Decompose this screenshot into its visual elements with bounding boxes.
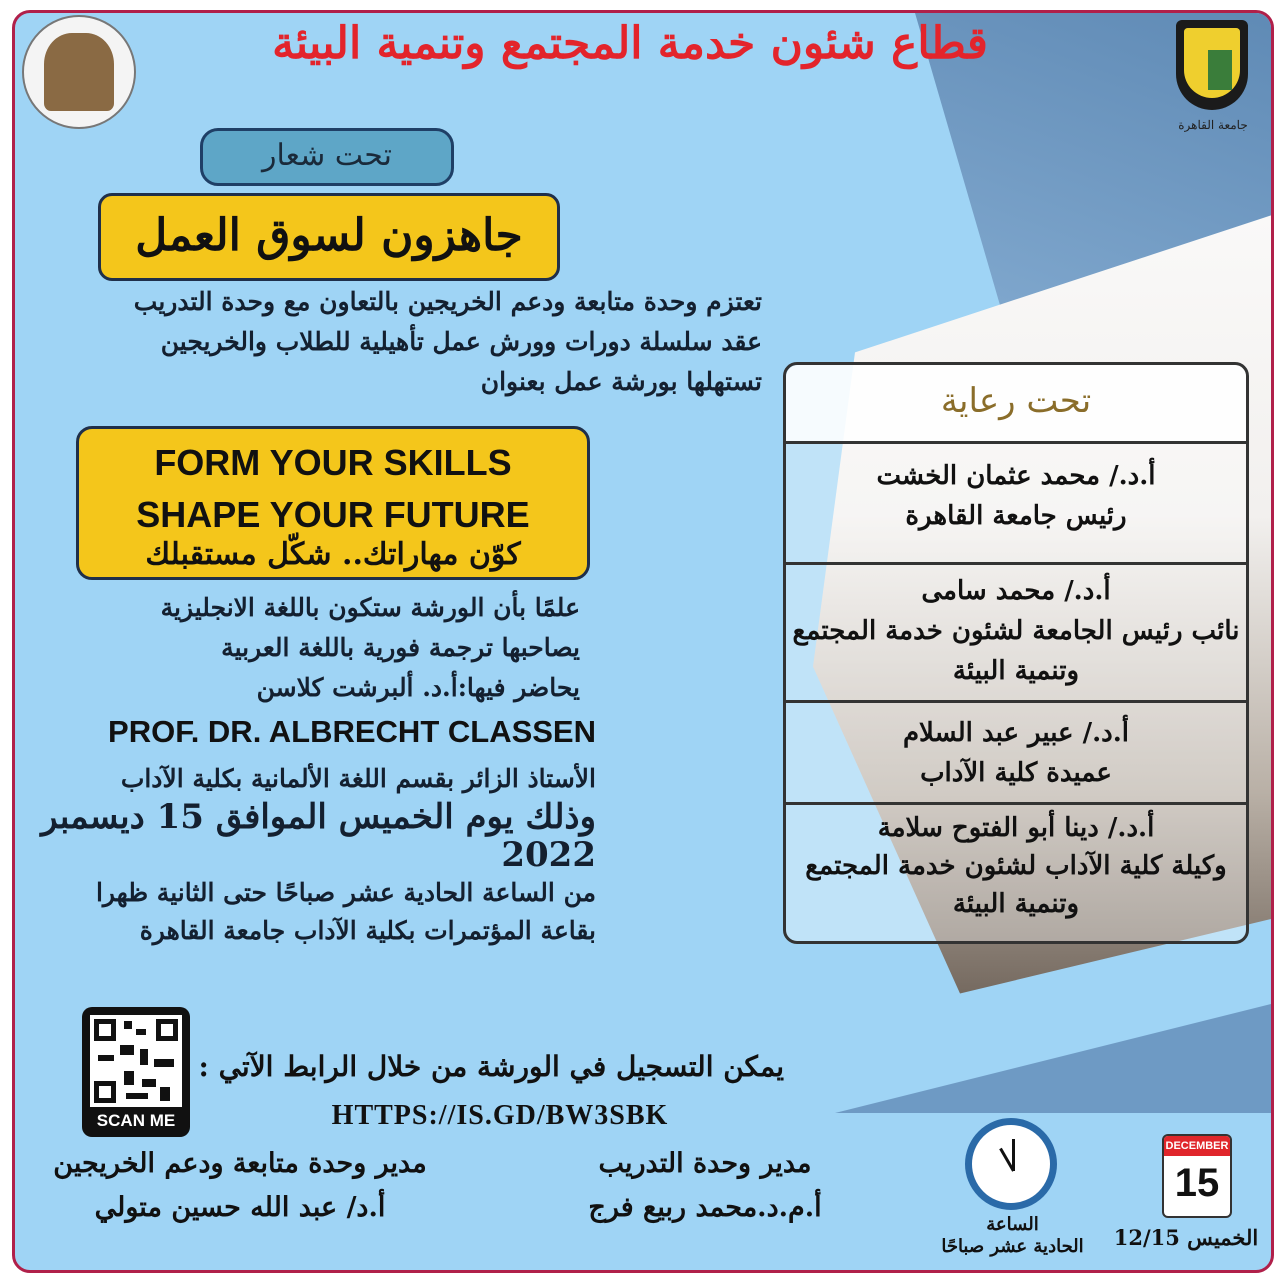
cairo-university-logo: [1170, 14, 1256, 142]
event-info: [20, 760, 596, 950]
sponsor-entry: [786, 700, 1246, 802]
logo-caption: جامعة القاهرة: [1178, 118, 1248, 132]
sponsor-entry: [786, 562, 1246, 700]
event-date: وذلك يوم الخميس الموافق 15 ديسمبر 2022: [41, 797, 596, 875]
signature-title: مدير وحدة التدريب: [598, 1148, 812, 1179]
intro-paragraph: [30, 282, 762, 402]
sponsor-role: رئيس جامعة القاهرة: [905, 501, 1127, 531]
sponsor-name: أ.د./ محمد عثمان الخشت: [876, 461, 1156, 491]
sponsor-name: أ.د./ عبير عبد السلام: [902, 718, 1130, 748]
intro-line: تعتزم وحدة متابعة ودعم الخريجين بالتعاون مع وحدة التدريب: [133, 287, 762, 316]
signature-name: أ.د/ عبد الله حسين متولي: [94, 1192, 386, 1223]
sponsor-role: عميدة كلية الآداب: [920, 758, 1112, 788]
faculty-seal-logo: [22, 15, 136, 129]
signature-title: مدير وحدة متابعة ودعم الخريجين: [53, 1148, 427, 1179]
slogan-label: تحت شعار: [200, 128, 454, 186]
details-paragraph: [20, 588, 580, 708]
calendar-day: 15: [1174, 1161, 1220, 1205]
signature-graduates-unit: [30, 1142, 450, 1230]
event-time: من الساعة الحادية عشر صباحًا حتى الثانية ظهرا: [95, 878, 596, 907]
sponsor-name: أ.د./ دينا أبو الفتوح سلامة: [877, 813, 1155, 843]
signature-name: أ.م.د.محمد ربيع فرج: [588, 1192, 822, 1223]
speaker-name-en: PROF. DR. ALBRECHT CLASSEN: [108, 714, 596, 749]
sponsorship-box: [783, 362, 1249, 944]
sponsor-role: نائب رئيس الجامعة لشئون خدمة المجتمع وتنمية البيئة: [792, 616, 1240, 686]
registration-text: يمكن التسجيل في الورشة من خلال الرابط الآتي :: [198, 1050, 784, 1083]
details-line: علمًا بأن الورشة ستكون باللغة الانجليزية: [160, 593, 580, 622]
workshop-title-ar: كوّن مهاراتك.. شكّل مستقبلك: [145, 537, 521, 572]
calendar-icon: [1162, 1134, 1232, 1218]
sponsorship-heading: تحت رعاية: [786, 365, 1246, 444]
calendar-month: DECEMBER: [1164, 1136, 1230, 1156]
intro-line: عقد سلسلة دورات وورش عمل تأهيلية للطلاب والخريجين: [160, 327, 762, 356]
sponsor-name: أ.د./ محمد سامى: [921, 576, 1111, 606]
clock-icon: [965, 1118, 1057, 1210]
workshop-title-box: [76, 426, 590, 580]
workshop-title-en-1: FORM YOUR SKILLS: [154, 442, 512, 483]
calendar-caption: الخميس 12/15: [1113, 1225, 1259, 1250]
clock-label: الساعة: [986, 1214, 1039, 1235]
qr-code[interactable]: [82, 1007, 190, 1137]
sponsor-entry: [786, 444, 1246, 562]
workshop-title-en-2: SHAPE YOUR FUTURE: [136, 494, 530, 535]
intro-line: تستهلها بورشة عمل بعنوان: [480, 367, 762, 396]
event-place: بقاعة المؤتمرات بكلية الآداب جامعة القاهرة: [139, 916, 596, 945]
qr-label: SCAN ME: [96, 1111, 176, 1130]
clock-time: الحادية عشر صباحًا: [941, 1236, 1084, 1257]
details-line: يحاضر فيها:أ.د. ألبرشت كلاسن: [256, 673, 580, 702]
background-blue-band: [835, 1003, 1274, 1113]
speaker-title: الأستاذ الزائر بقسم اللغة الألمانية بكلية الآداب: [120, 764, 596, 793]
signature-training-unit: [540, 1142, 870, 1230]
sponsor-entry: [786, 802, 1246, 938]
registration-link[interactable]: HTTPS://IS.GD/BW3SBK: [331, 1100, 669, 1131]
page-title: قطاع شئون خدمة المجتمع وتنمية البيئة: [272, 18, 988, 69]
details-line: يصاحبها ترجمة فورية باللغة العربية: [221, 633, 580, 662]
sponsor-role: وكيلة كلية الآداب لشئون خدمة المجتمع وتنمية البيئة: [805, 851, 1227, 919]
slogan-text: جاهزون لسوق العمل: [98, 193, 560, 281]
clock-caption: [925, 1214, 1100, 1258]
